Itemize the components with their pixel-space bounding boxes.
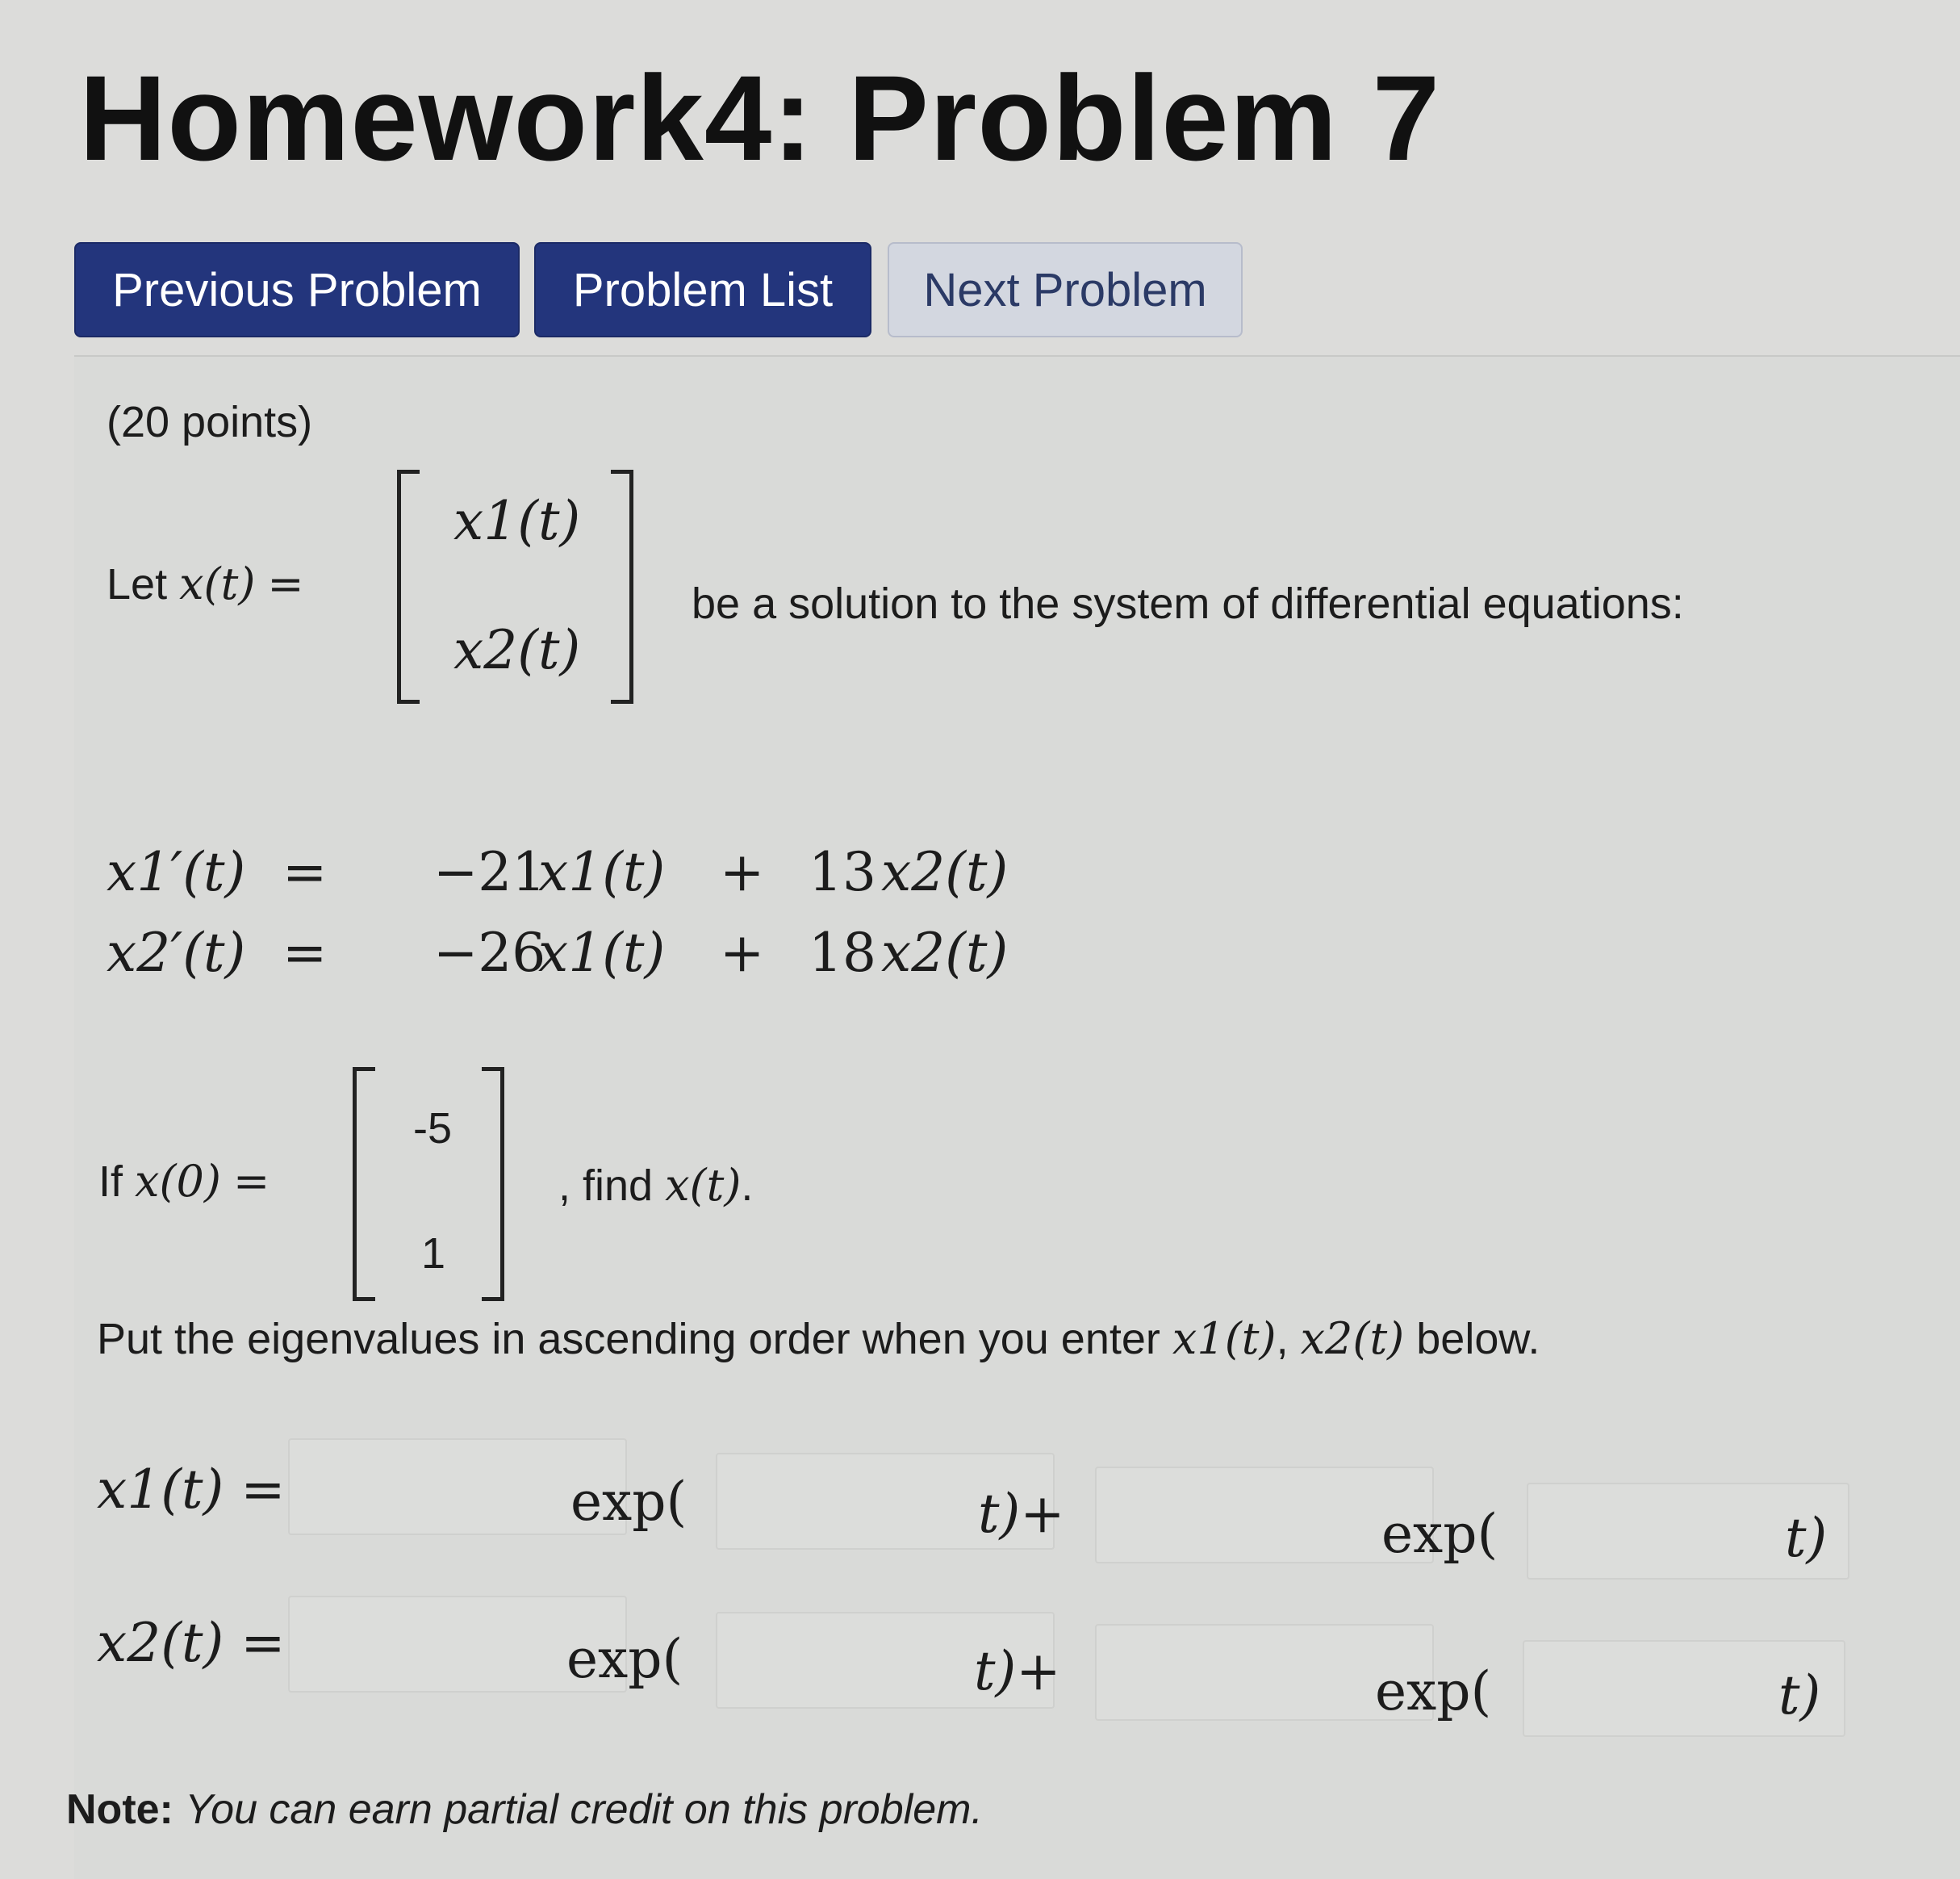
ode-coef-1-2: 13 (809, 841, 876, 903)
x1-mid: t)+ (978, 1483, 1065, 1545)
ic-bracket-left (353, 1067, 375, 1301)
instruction-before: Put the eigenvalues in ascending order when you enter (97, 1315, 1160, 1363)
problem-body (66, 355, 1960, 1879)
ode-lhs-1: x1′(t) (107, 841, 246, 903)
ode-op-2: + (720, 922, 765, 984)
ic-value-1: -5 (413, 1104, 453, 1153)
let-statement (107, 559, 304, 609)
problem-list-button[interactable]: Problem List (534, 242, 871, 337)
ic-value-2: 1 (421, 1229, 446, 1278)
answer-label-x1: x1(t) = (97, 1458, 286, 1521)
note-label: Note: (66, 1786, 173, 1833)
find-period: . (741, 1161, 754, 1210)
x2-exp-1: exp( (566, 1628, 683, 1690)
partial-credit-note (66, 1785, 983, 1834)
initial-condition-prefix (98, 1156, 270, 1207)
ode-var-2-2: x2(t) (881, 922, 1009, 984)
solution-text: be a solution to the system of differential equations: (692, 580, 1684, 628)
problem-nav (74, 242, 1252, 347)
x2-exp-2: exp( (1375, 1660, 1492, 1722)
x-of-t: x(t) (179, 559, 256, 609)
instruction-x2: x2(t) (1300, 1313, 1405, 1364)
ode-coef-1-1: −21 (433, 841, 546, 903)
ode-op-1: + (720, 841, 765, 903)
x-of-0: x(0) (135, 1156, 221, 1207)
if-prefix: If (98, 1157, 123, 1206)
ode-lhs-2: x2′(t) (107, 922, 246, 984)
x1-exp-2: exp( (1381, 1503, 1498, 1565)
page-title: Homework4: Problem 7 (79, 50, 1441, 186)
instruction (97, 1313, 1540, 1364)
ic-bracket-right (482, 1067, 504, 1301)
equals-sign: = (267, 559, 304, 609)
ic-equals-sign: = (233, 1156, 270, 1207)
next-problem-button[interactable]: Next Problem (888, 242, 1243, 337)
previous-problem-button[interactable]: Previous Problem (74, 242, 520, 337)
find-text: , find (558, 1161, 654, 1210)
note-text: You can earn partial credit on this problem. (185, 1786, 983, 1833)
ode-equals-1: = (282, 841, 328, 903)
find-x-of-t: x(t) (665, 1160, 742, 1211)
x2-end: t) (1778, 1664, 1821, 1726)
ode-var-1-1: x1(t) (538, 841, 666, 903)
ode-equals-2: = (282, 922, 328, 984)
instruction-after: below. (1416, 1315, 1540, 1363)
problem-points: (20 points) (107, 398, 313, 446)
vector-bracket-right (611, 470, 633, 704)
ode-var-1-2: x2(t) (881, 841, 1009, 903)
ode-coef-2-2: 18 (809, 922, 876, 984)
vector-entry-x1: x1(t) (453, 490, 581, 552)
vector-entry-x2: x2(t) (453, 619, 581, 681)
instruction-x1: x1(t) (1172, 1313, 1277, 1364)
ode-coef-2-1: −26 (433, 922, 546, 984)
instruction-sep: , (1276, 1315, 1289, 1363)
vector-bracket-left (397, 470, 420, 704)
ode-var-2-1: x1(t) (538, 922, 666, 984)
answer-label-x2: x2(t) = (97, 1612, 286, 1674)
x2-mid: t)+ (974, 1640, 1061, 1702)
find-statement (558, 1160, 753, 1211)
x1-exp-1: exp( (570, 1471, 687, 1533)
let-prefix: Let (107, 560, 168, 609)
x1-end: t) (1785, 1507, 1828, 1569)
